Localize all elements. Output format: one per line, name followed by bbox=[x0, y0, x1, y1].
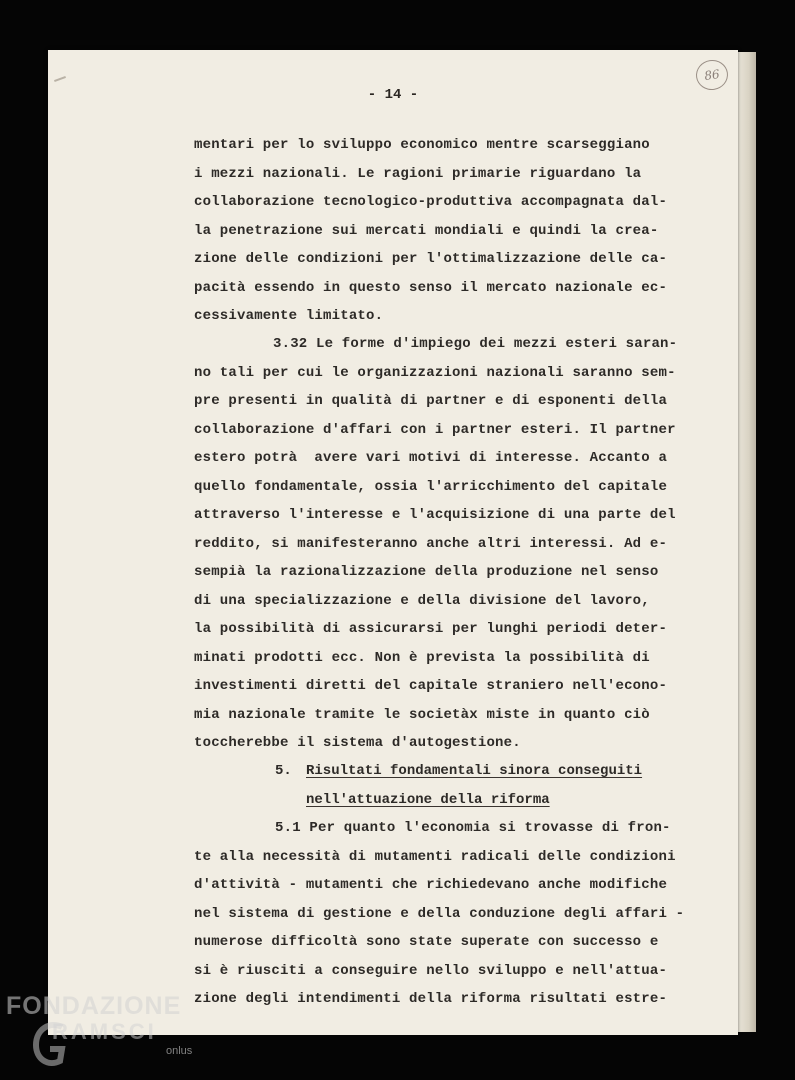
section-number: 5. bbox=[275, 763, 292, 779]
text-line: te alla necessità di mutamenti radicali delle condizioni bbox=[194, 849, 676, 865]
text-line: cessivamente limitato. bbox=[194, 308, 384, 324]
archive-number-stamp: 86 bbox=[694, 58, 730, 92]
text-line: collaborazione d'affari con i partner esteri. Il partner bbox=[194, 422, 676, 438]
watermark-onlus: onlus bbox=[166, 1045, 193, 1057]
text-line: numerose difficoltà sono state superate con successo e bbox=[194, 934, 659, 950]
text-line: collaborazione tecnologico-produttiva accompagnata dal- bbox=[194, 194, 668, 210]
text-line: la penetrazione sui mercati mondiali e quindi la crea- bbox=[194, 223, 659, 239]
text-line: minati prodotti ecc. Non è prevista la possibilità di bbox=[194, 650, 650, 666]
watermark-subtitle: RAMSCI bbox=[52, 1019, 157, 1044]
section-heading-line-2: nell'attuazione della riforma bbox=[306, 792, 550, 808]
text-line: toccherebbe il sistema d'autogestione. bbox=[194, 735, 521, 751]
text-line: quello fondamentale, ossia l'arricchimento del capitale bbox=[194, 479, 668, 495]
text-line: 3.32 Le forme d'impiego dei mezzi esteri saran- bbox=[273, 336, 678, 352]
section-heading-line-1: Risultati fondamentali sinora conseguiti bbox=[306, 763, 643, 779]
fondazione-gramsci-watermark bbox=[6, 992, 206, 1072]
text-line: di una specializzazione e della divisione del lavoro, bbox=[194, 593, 650, 609]
text-line: i mezzi nazionali. Le ragioni primarie riguardano la bbox=[194, 166, 642, 182]
text-line: nel sistema di gestione e della conduzione degli affari - bbox=[194, 906, 685, 922]
page-edge-shadow bbox=[738, 52, 756, 1032]
corner-mark bbox=[54, 76, 66, 82]
text-line: attraverso l'interesse e l'acquisizione di una parte del bbox=[194, 507, 676, 523]
text-line: reddito, si manifesteranno anche altri interessi. Ad e- bbox=[194, 536, 668, 552]
text-line: estero potrà avere vari motivi di interesse. Accanto a bbox=[194, 450, 668, 466]
text-line: investimenti diretti del capitale straniero nell'econo- bbox=[194, 678, 668, 694]
page-number: - 14 - bbox=[367, 87, 419, 103]
text-line: la possibilità di assicurarsi per lunghi periodi deter- bbox=[194, 621, 668, 637]
text-line: 5.1 Per quanto l'economia si trovasse di fron- bbox=[275, 820, 671, 836]
document-page bbox=[48, 50, 738, 1035]
text-line: pacità essendo in questo senso il mercato nazionale ec- bbox=[194, 280, 668, 296]
text-line: zione degli intendimenti della riforma risultati estre- bbox=[194, 991, 668, 1007]
text-line: pre presenti in qualità di partner e di esponenti della bbox=[194, 393, 668, 409]
text-line: sempià la razionalizzazione della produzione nel senso bbox=[194, 564, 659, 580]
text-line: no tali per cui le organizzazioni nazionali saranno sem- bbox=[194, 365, 676, 381]
text-line: si è riusciti a conseguire nello sviluppo e nell'attua- bbox=[194, 963, 668, 979]
watermark-title: FONDAZIONE bbox=[6, 992, 182, 1020]
text-line: zione delle condizioni per l'ottimalizzazione delle ca- bbox=[194, 251, 668, 267]
text-line: d'attività - mutamenti che richiedevano anche modifiche bbox=[194, 877, 668, 893]
text-line: mia nazionale tramite le societàx miste in quanto ciò bbox=[194, 707, 650, 723]
text-line: mentari per lo sviluppo economico mentre scarseggiano bbox=[194, 137, 650, 153]
